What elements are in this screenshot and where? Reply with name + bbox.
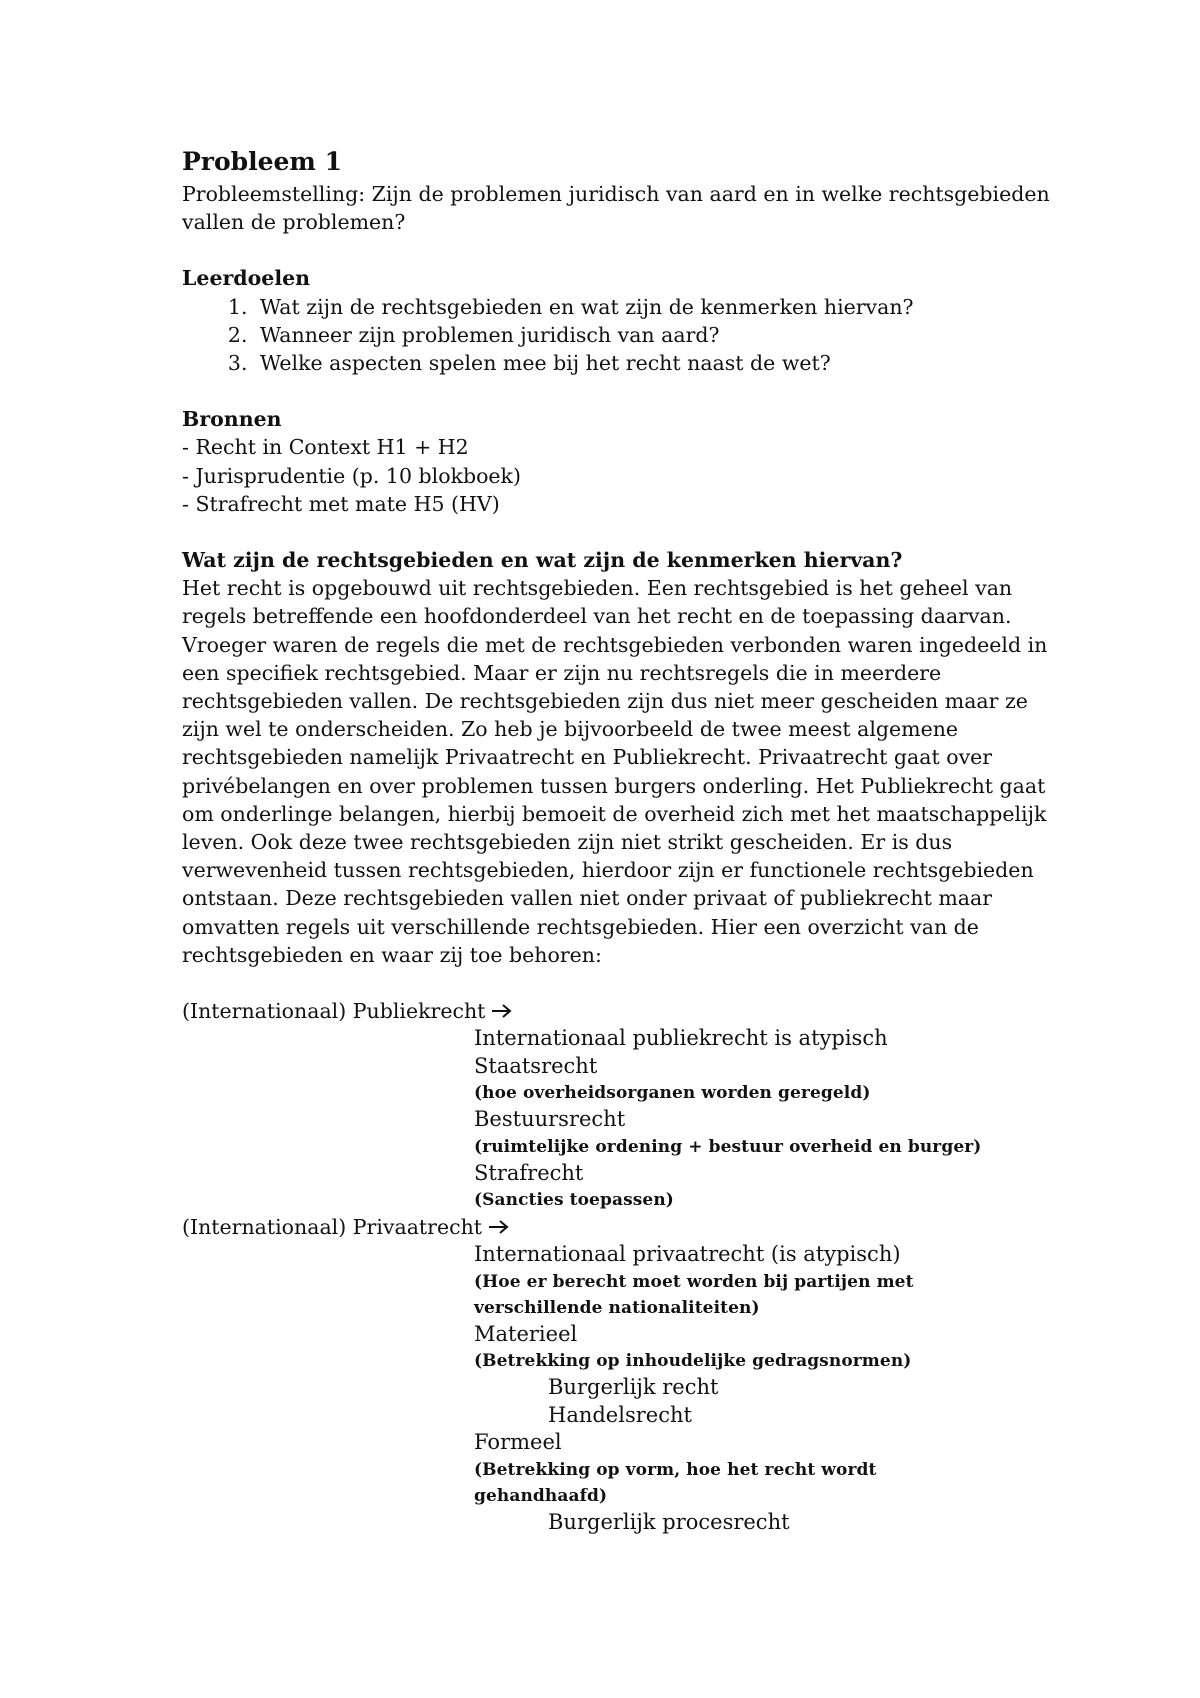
list-item: Handelsrecht	[548, 1402, 692, 1427]
publiekrecht-label: (Internationaal) Publiekrecht	[182, 999, 486, 1024]
list-item: Internationaal publiekrecht is atypisch	[474, 1026, 888, 1051]
section-heading: Wat zijn de rechtsgebieden en wat zijn de kenmerken hiervan?	[182, 548, 903, 573]
list-item: - Recht in Context H1 + H2	[182, 435, 469, 460]
arrow-right-icon	[488, 1220, 510, 1234]
list-item: 3. Welke aspecten spelen mee bij het recht naast de wet?	[254, 349, 1062, 377]
list-item: - Jurisprudentie (p. 10 blokboek)	[182, 463, 521, 488]
item-note: (Betrekking op inhoudelijke gedragsnormen)	[474, 1351, 912, 1372]
section-paragraph: Het recht is opgebouwd uit rechtsgebieden. Een rechtsgebied is het geheel van regels betreffende een hoofdonderdeel van het recht en de toepassing daarvan. Vroeger waren de regels die met de rechtsgebieden verbonden waren ingedeeld in een specifiek rechtsgebied. Maar er zijn nu rechtsregels die in meerdere rechtsgebieden vallen. De rechtsgebieden zijn dus niet meer gescheiden maar ze zijn wel te onderscheiden. Zo heb je bijvoorbeeld de twee meest algemene rechtsgebieden namelijk Privaatrecht en Publiekrecht. Privaatrecht gaat over privébelangen en over problemen tussen burgers onderling. Het Publiekrecht gaat om onderlinge belangen, hierbij bemoeit de overheid zich met het maatschappelijk leven. Ook deze twee rechtsgebieden zijn niet strikt gescheiden. Er is dus verwevenheid tussen rechtsgebieden, hierdoor zijn er functionele rechtsgebieden ontstaan. Deze rechtsgebieden vallen niet onder privaat of publiekrecht maar omvatten regels uit verschillende rechtsgebieden. Hier een overzicht van de rechtsgebieden en waar zij toe behoren:	[182, 576, 1048, 967]
list-item: Strafrecht	[474, 1160, 584, 1185]
list-item: Internationaal privaatrecht (is atypisch)	[474, 1242, 901, 1267]
privaatrecht-label: (Internationaal) Privaatrecht	[182, 1215, 483, 1240]
publiekrecht-category	[182, 997, 1062, 1025]
list-item: Burgerlijk procesrecht	[548, 1509, 790, 1534]
list-item: Bestuursrecht	[474, 1107, 626, 1132]
item-note: (ruimtelijke ordening + bestuur overheid en burger)	[474, 1136, 982, 1157]
item-note: (Betrekking op vorm, hoe het recht wordt gehandhaafd)	[474, 1459, 877, 1506]
privaatrecht-category	[182, 1213, 1062, 1241]
bronnen-heading: Bronnen	[182, 407, 282, 432]
list-item: 1. Wat zijn de rechtsgebieden en wat zijn de kenmerken hiervan?	[254, 293, 1062, 321]
probleemstelling: Probleemstelling: Zijn de problemen juridisch van aard en in welke rechtsgebieden vallen de problemen?	[182, 182, 1050, 235]
list-item: Materieel	[474, 1321, 578, 1346]
list-item: Formeel	[474, 1430, 562, 1455]
item-note: (Sancties toepassen)	[474, 1190, 674, 1211]
list-item: Staatsrecht	[474, 1053, 598, 1078]
arrow-right-icon	[491, 1004, 513, 1018]
document-content	[182, 146, 1062, 1536]
list-item: - Strafrecht met mate H5 (HV)	[182, 491, 500, 516]
item-note: (hoe overheidsorganen worden geregeld)	[474, 1083, 871, 1104]
leerdoelen-list	[182, 293, 1062, 378]
list-item: Burgerlijk recht	[548, 1375, 719, 1400]
page-title: Probleem 1	[182, 147, 342, 176]
item-note: (Hoe er berecht moet worden bij partijen met verschillende nationaliteiten)	[474, 1271, 914, 1318]
list-item: 2. Wanneer zijn problemen juridisch van aard?	[254, 321, 1062, 349]
leerdoelen-heading: Leerdoelen	[182, 266, 311, 291]
